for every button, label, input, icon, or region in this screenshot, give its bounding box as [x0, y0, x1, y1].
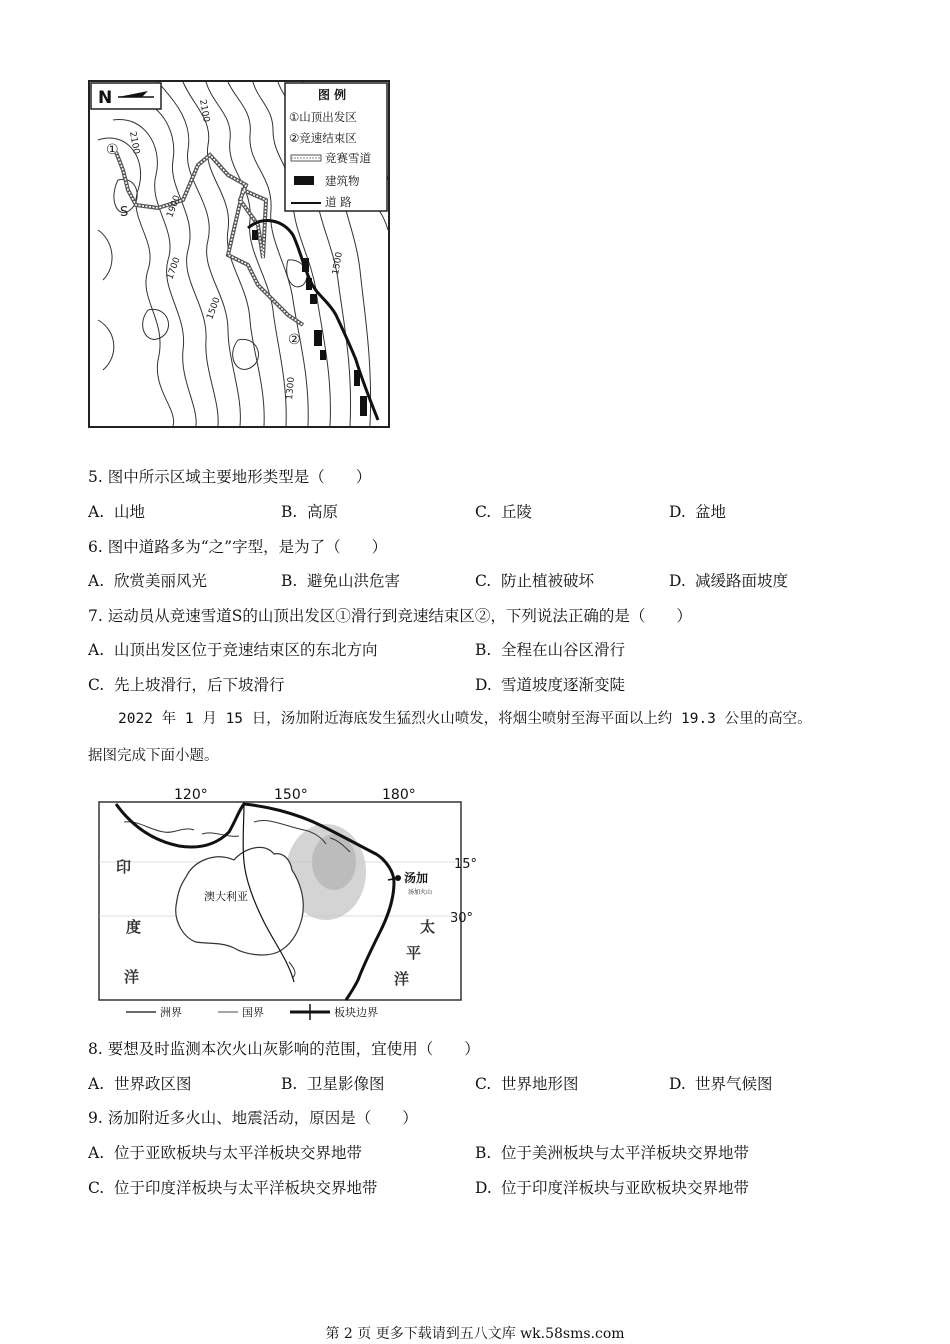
q9-option-c[interactable]: C. 位于印度洋板块与太平洋板块交界地带: [88, 1179, 378, 1197]
q9-option-b[interactable]: B. 位于美洲板块与太平洋板块交界地带: [475, 1144, 750, 1162]
svg-text:洲界: 洲界: [160, 1006, 182, 1019]
q7-option-d[interactable]: D. 雪道坡度逐渐变陡: [475, 676, 626, 694]
intro-line-1: 2022 年 1 月 15 日，汤加附近海底发生猛烈火山喷发，将烟尘喷射至海平面以上约 19.3 公里的高空。: [118, 711, 812, 727]
page-footer: 第 2 页 更多下载请到五八文库 wk.58sms.com: [325, 1326, 625, 1342]
label-pacific-2: 平: [406, 944, 422, 962]
label-pacific-1: 太: [420, 918, 436, 936]
legend-start-zone: ①山顶出发区: [289, 110, 357, 124]
world-map-figure: [94, 782, 478, 1022]
question-9-stem: 9. 汤加附近多火山、地震活动，原因是（ ）: [88, 1109, 418, 1127]
svg-text:国界: 国界: [242, 1006, 264, 1019]
label-indian-ocean-3: 洋: [124, 968, 140, 986]
lat-label-15: 15°: [454, 857, 478, 872]
world-map-legend: [126, 1004, 378, 1020]
q7-option-b[interactable]: B. 全程在山谷区滑行: [475, 641, 626, 659]
label-pacific-3: 洋: [394, 970, 410, 988]
q5-option-c[interactable]: C. 丘陵: [475, 503, 533, 521]
topo-map-figure: [88, 80, 390, 428]
q7-option-c[interactable]: C. 先上坡滑行，后下坡滑行: [88, 676, 285, 694]
svg-text:2100: 2100: [197, 98, 211, 124]
north-label: N: [98, 88, 113, 108]
legend-building-symbol: [294, 176, 314, 185]
legend-building: 建筑物: [325, 174, 360, 188]
q5-option-b[interactable]: B. 高原: [281, 503, 339, 521]
svg-text:①: ①: [106, 142, 119, 158]
svg-text:S: S: [120, 205, 129, 220]
svg-text:1700: 1700: [165, 256, 183, 282]
lat-label-30: 30°: [450, 911, 474, 926]
lon-label-150: 150°: [274, 787, 308, 803]
intro-line-2: 据图完成下面小题。: [88, 748, 219, 764]
lon-label-120: 120°: [174, 787, 208, 803]
q8-option-d[interactable]: D. 世界气候图: [669, 1075, 773, 1093]
question-5-stem: 5. 图中所示区域主要地形类型是（ ）: [88, 468, 372, 486]
q6-option-a[interactable]: A. 欣赏美丽风光: [88, 572, 208, 590]
question-8-stem: 8. 要想及时监测本次火山灰影响的范围，宜使用（ ）: [88, 1040, 480, 1058]
topo-legend: [285, 83, 387, 211]
q6-option-d[interactable]: D. 减缓路面坡度: [669, 572, 789, 590]
q5-option-d[interactable]: D. 盆地: [669, 503, 727, 521]
q8-option-c[interactable]: C. 世界地形图: [475, 1075, 579, 1093]
legend-title: 图 例: [318, 88, 347, 102]
topo-map-svg: [88, 80, 390, 428]
q7-option-a[interactable]: A. 山顶出发区位于竞速结束区的东北方向: [88, 641, 378, 659]
svg-text:2100: 2100: [127, 130, 141, 156]
legend-road: 道 路: [325, 195, 352, 209]
q6-option-c[interactable]: C. 防止植被破坏: [475, 572, 595, 590]
label-indian-ocean-1: 印: [116, 858, 132, 876]
q8-option-b[interactable]: B. 卫星影像图: [281, 1075, 385, 1093]
q9-option-d[interactable]: D. 位于印度洋板块与亚欧板块交界地带: [475, 1179, 750, 1197]
label-tonga-volcano: 汤加火山: [408, 889, 433, 896]
q8-option-a[interactable]: A. 世界政区图: [88, 1075, 192, 1093]
lon-label-180: 180°: [382, 787, 416, 803]
label-indian-ocean-2: 度: [126, 918, 142, 936]
svg-text:1500: 1500: [205, 296, 223, 322]
svg-text:②: ②: [288, 332, 301, 348]
legend-finish-zone: ②竞速结束区: [289, 131, 357, 145]
question-6-stem: 6. 图中道路多为“之”字型，是为了（ ）: [88, 538, 388, 556]
question-7-stem: 7. 运动员从竞速雪道S的山顶出发区①滑行到竞速结束区②，下列说法正确的是（ ）: [88, 607, 692, 625]
legend-piste: 竞赛雪道: [325, 151, 371, 165]
svg-text:1500: 1500: [331, 251, 345, 276]
label-tonga: 汤加: [404, 871, 429, 885]
q5-option-a[interactable]: A. 山地: [88, 503, 146, 521]
label-australia: 澳大利亚: [204, 890, 248, 903]
svg-text:1900: 1900: [165, 194, 183, 220]
svg-text:1300: 1300: [285, 376, 297, 401]
q9-option-a[interactable]: A. 位于亚欧板块与太平洋板块交界地带: [88, 1144, 363, 1162]
svg-text:板块边界: 板块边界: [334, 1006, 378, 1019]
q6-option-b[interactable]: B. 避免山洪危害: [281, 572, 401, 590]
world-map-svg: [94, 782, 478, 1022]
